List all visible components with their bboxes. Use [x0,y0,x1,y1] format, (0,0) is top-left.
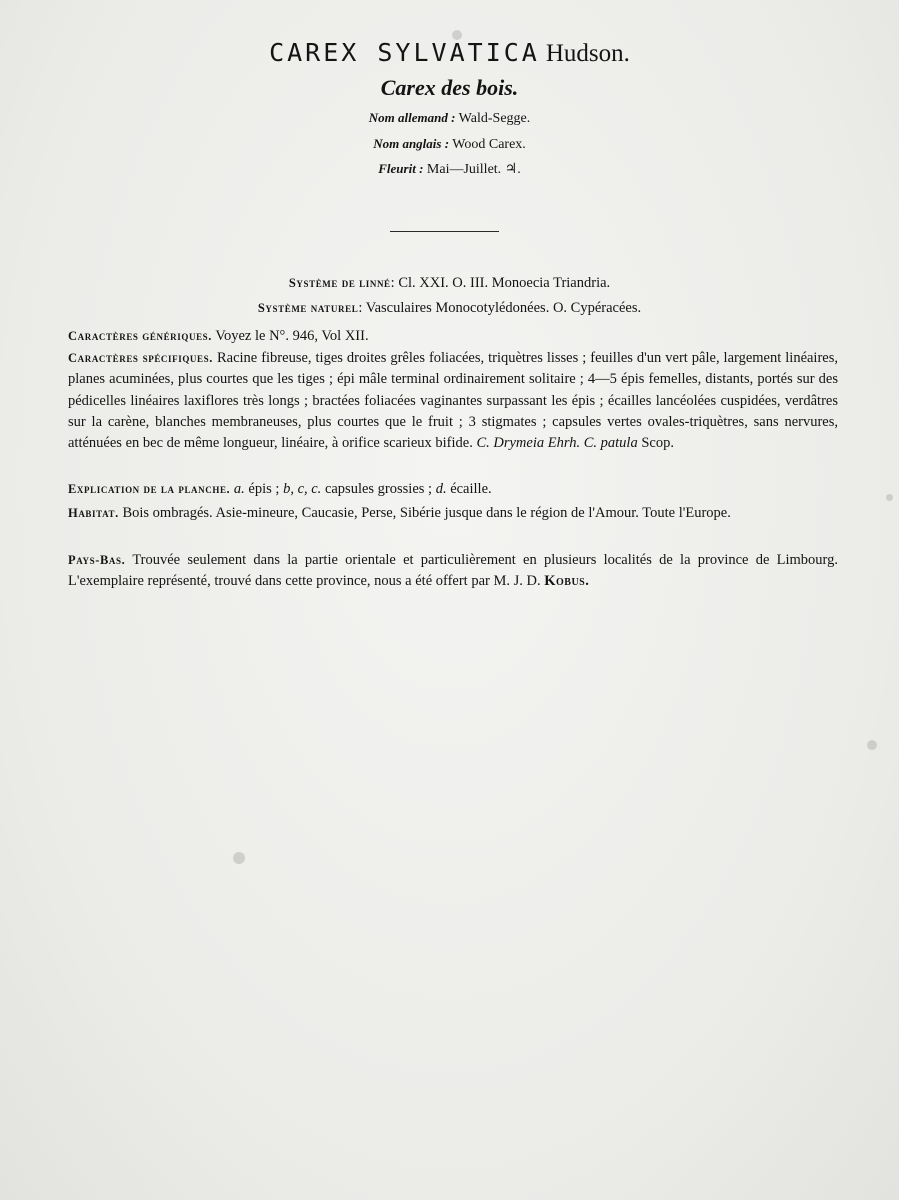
donor-name: Kobus. [544,573,590,590]
paper-spot [886,494,893,501]
author-name: Hudson. [545,40,630,67]
figure-a-letter: a. [230,481,245,497]
plate-explanation-label: Explication de la planche. [68,482,231,496]
natural-system-value: : Vasculaires Monocotylédonées. O. Cypéracées. [358,300,642,316]
synonyms-end: Scop. [637,435,674,452]
paper-spot [233,852,245,864]
paper-spot [867,740,877,750]
synonyms-text: C. Drymeia Ehrh. C. patula [476,435,638,452]
habitat-text: Bois ombragés. Asie-mineure, Caucasie, Perse, Sibérie jusque dans le région de l'Amour. Toute l'Europe. [118,505,731,521]
specific-characters-text: Racine fibreuse, tiges droites grêles foliacées, triquètres lisses ; feuilles d'un vert pâle, largement linéaires, planes acuminées, plus courtes que les tiges ; épi mâle terminal ordinairement solitaire ; 4—5 épis femelles, distants, portés sur des pédicelles linéaires laxiflores très longs ; bractées foliacées vaginantes surpassant les épis ; écailles lancéolées cuspidées, verdâtres sur la carène, blanches membraneuses, plus courtes que le fruit ; 3 stigmates ; capsules vertes ovales-triquètres, sans nervures, atténuées en bec de même longueur, linéaire, à orifice scarieux bifide. [68,350,838,452]
species-name: CAREX SYLVATICA [269,38,540,67]
figure-bcc-text: capsules grossies ; [321,481,436,497]
figure-a-text: épis ; [244,481,284,497]
habitat-label: Habitat. [68,506,119,520]
generic-characters-text: Voyez le N°. 946, Vol XII. [212,328,369,344]
linne-system-line [0,275,899,292]
english-name-line [0,136,899,153]
netherlands-text: Trouvée seulement dans la partie orientale et particulièrement en plusieurs localités de la province de Limbourg. L'exemplaire représenté, trouvé dans cette province, nous a été offert par M. J. D. [68,552,838,590]
flowering-value: Mai—Juillet. ♃. [426,162,521,177]
german-name-label: Nom allemand : [368,110,456,125]
netherlands-paragraph [68,550,838,593]
figure-bcc-letters: b, c, c. [283,481,322,497]
specific-characters-paragraph [68,348,838,454]
figure-d-text: écaille. [446,481,492,497]
flowering-label: Fleurit : [378,161,424,176]
german-name-line [0,110,899,127]
common-name: Carex des bois. [380,75,519,100]
linne-system-value: : Cl. XXI. O. III. Monoecia Triandria. [390,275,611,291]
generic-characters-paragraph [68,326,838,347]
english-name-value: Wood Carex. [452,137,526,152]
natural-system-line [0,300,899,317]
english-name-label: Nom anglais : [373,136,450,151]
divider-rule [390,231,499,232]
generic-characters-label: Caractères génériques. [68,329,213,343]
flowering-line [0,161,899,178]
german-name-value: Wald-Segge. [458,111,531,126]
figure-d-letter: d. [435,481,447,497]
page-title [0,38,899,68]
natural-system-label: Système naturel [257,301,359,315]
plate-explanation-paragraph [68,479,838,500]
netherlands-label: Pays-Bas. [68,553,126,567]
habitat-paragraph [68,503,838,524]
linne-system-label: Système de linné [288,276,391,290]
specific-characters-label: Caractères spécifiques. [68,351,213,365]
